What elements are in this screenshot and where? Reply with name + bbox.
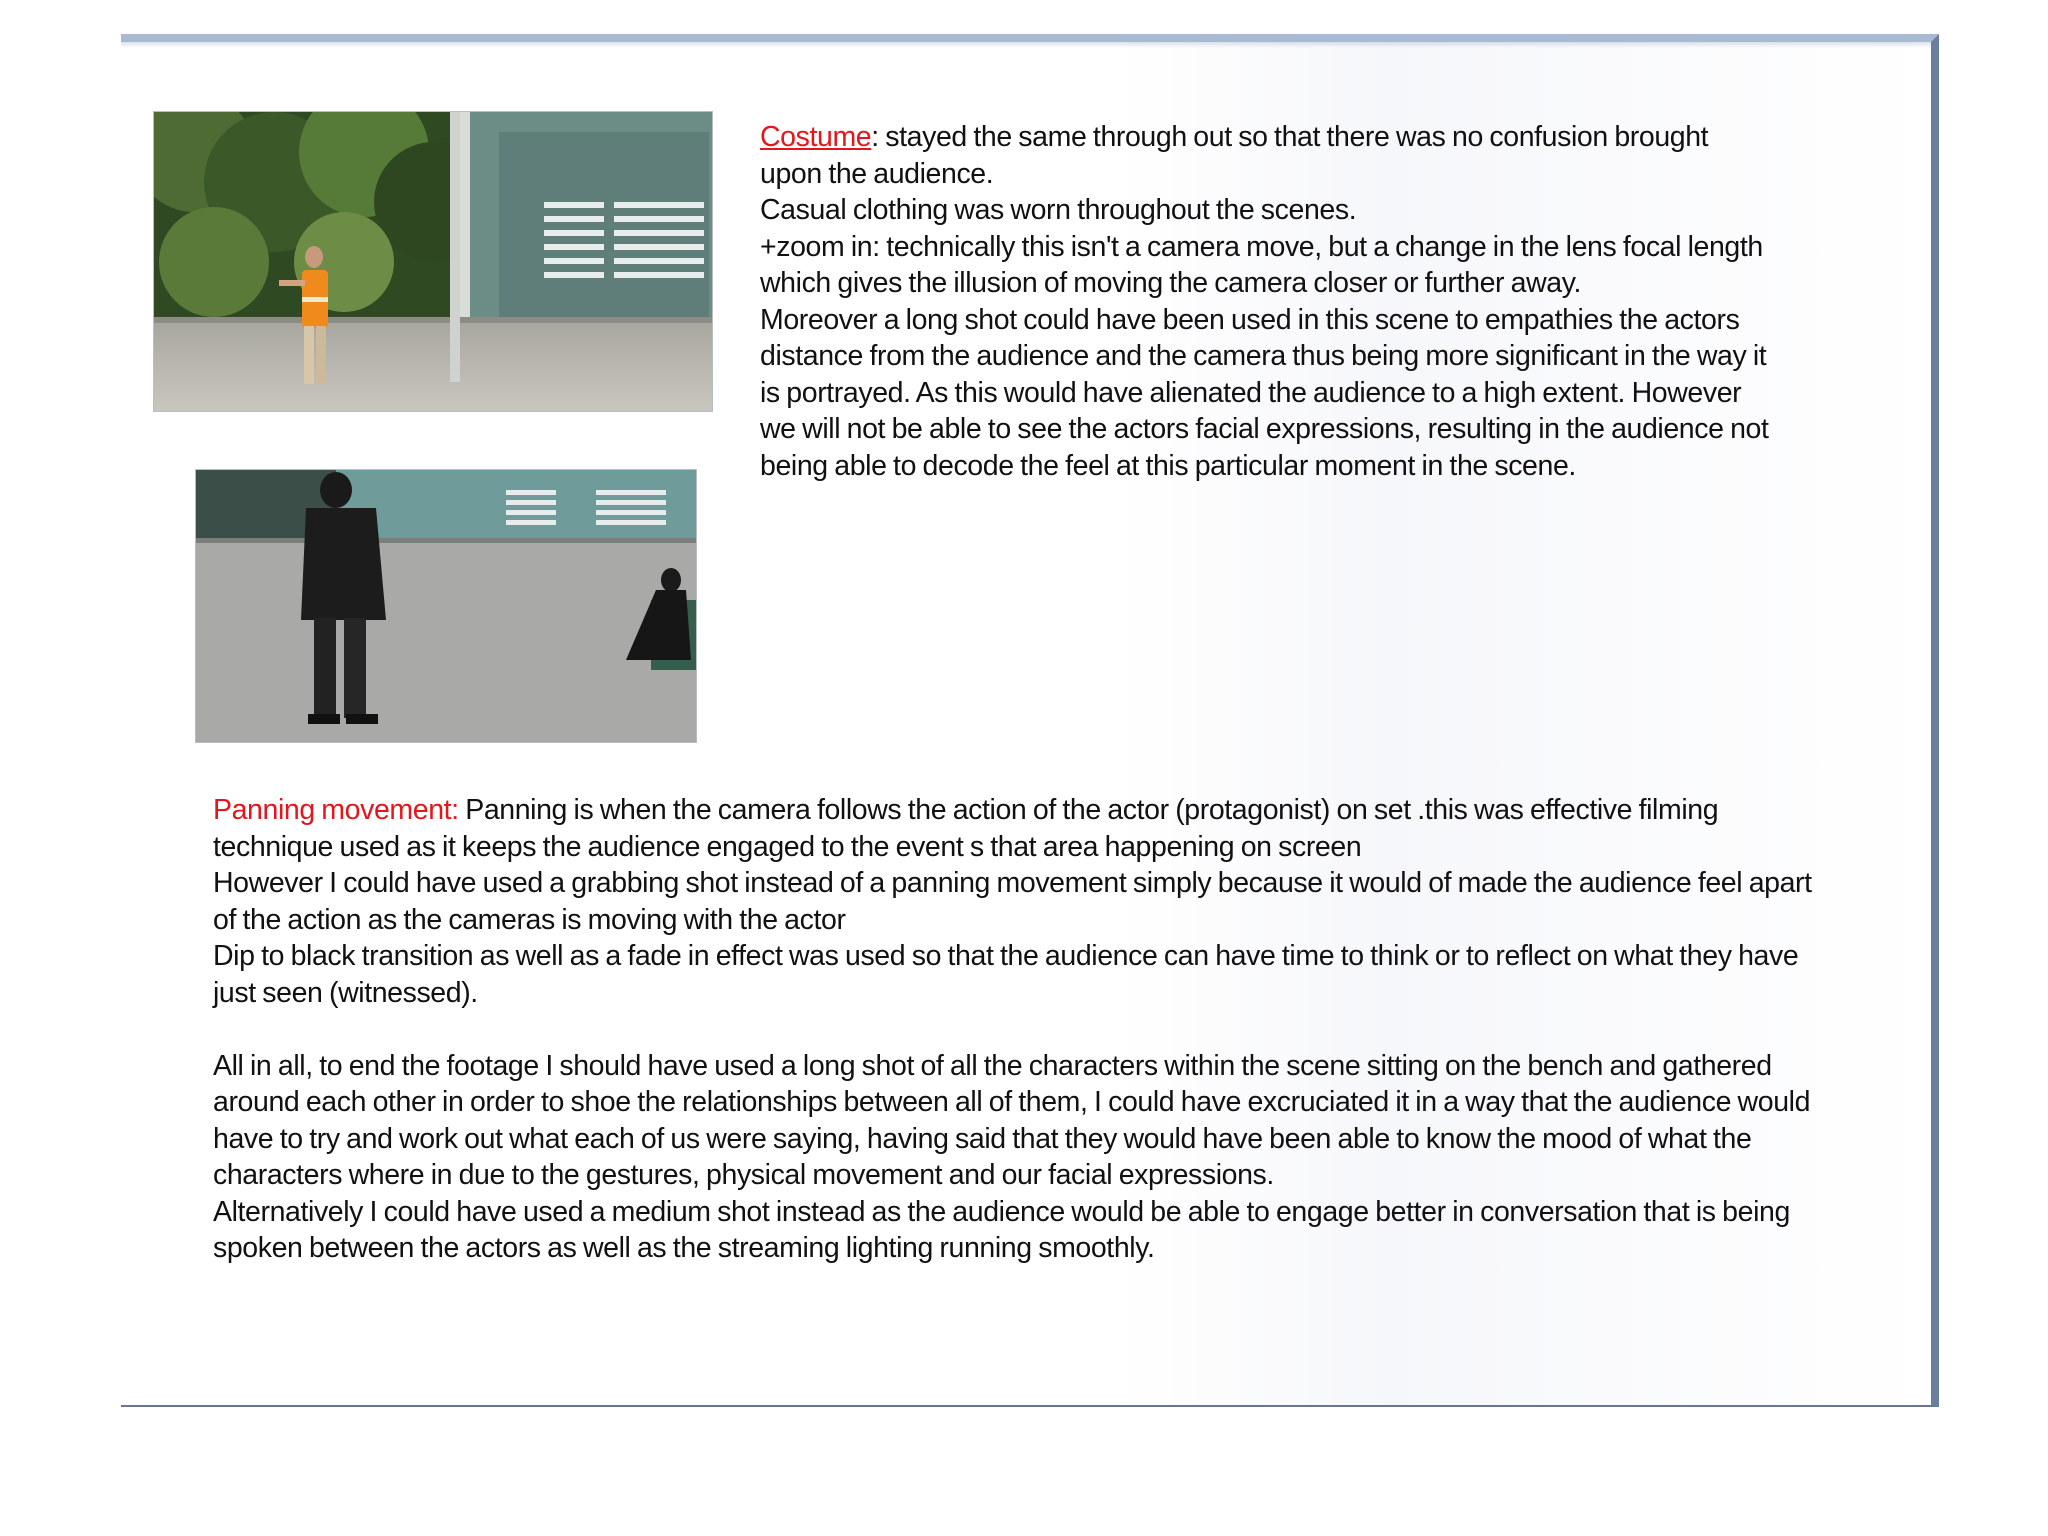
costume-line-casual-clothing: Casual clothing was worn throughout the scenes. (760, 194, 1357, 226)
panning-heading: Panning movement: (213, 794, 459, 826)
panning-paragraph (213, 792, 1813, 865)
panning-line-grabbing-shot: However I could have used a grabbing shot instead of a panning movement simply because it would of made the audience feel apart of the action as the cameras is moving with the actor (213, 867, 1812, 936)
panning-line-dip-to-black: Dip to black transition as well as a fade in effect was used so that the audience can have time to think or to reflect on what they have just seen (witnessed). (213, 940, 1799, 1009)
costume-line-zoom-in: +zoom in: technically this isn't a camera move, but a change in the lens focal length which gives the illusion of moving the camera closer or further away. (760, 230, 1763, 299)
panning-intro-text: Panning is when the camera follows the action of the actor (protagonist) on set .this was effective filming technique used as it keeps the audience engaged to the event s that area happening on screen (213, 794, 1719, 863)
film-still-image (154, 112, 712, 411)
panning-text-block (213, 792, 1813, 1267)
alternative-paragraph: Alternatively I could have used a medium shot instead as the audience would be able to engage better in conversation that is being spoken between the actors as well as the streaming lighting running smoothly. (213, 1195, 1790, 1264)
costume-line-long-shot: Moreover a long shot could have been used in this scene to empathies the actors distance from the audience and the camera thus being more significant in the way it is portrayed. As this would have alienated the audience to a high extent. However we will not be able to see the actors facial expressions, resulting in the audience not being able to decode the feel at this particular moment in the scene. (760, 303, 1769, 482)
costume-heading: Costume (760, 121, 872, 153)
conclusion-paragraph: All in all, to end the footage I should have used a long shot of all the characters within the scene sitting on the bench and gathered around each other in order to shoe the relationships between all of them, I could have excruciated it in a way that the audience would have to try and work out what each of us were saying, having said that they would have been able to know the mood of what the characters where in due to the gestures, physical movement and our facial expressions. (213, 1049, 1811, 1191)
film-still-image (196, 470, 696, 742)
costume-paragraph (760, 119, 1770, 192)
costume-text-block (760, 119, 1770, 484)
paragraph-spacer (213, 1011, 1813, 1048)
film-still-man-in-hivis-vest (153, 111, 713, 412)
film-still-man-in-dark-jacket (195, 469, 697, 743)
costume-intro-text: : stayed the same through out so that there was no confusion brought upon the audience. (760, 121, 1709, 190)
